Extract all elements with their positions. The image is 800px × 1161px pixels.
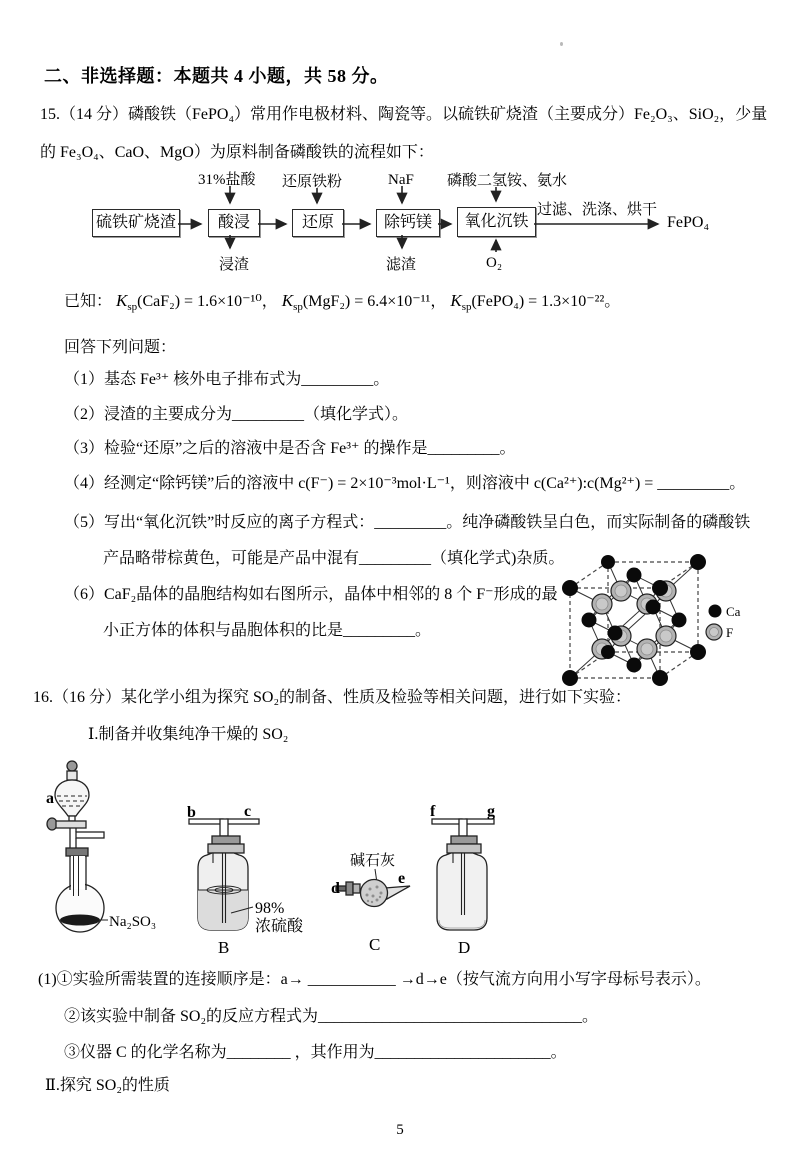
q15-sub6-line2: 小正方体的体积与晶胞体积的比是_________。 [103, 622, 432, 639]
apparatus-d-label: D [458, 938, 471, 957]
flow-box-oxidize-precipitate: 氧化沉铁 [457, 207, 536, 237]
q15-intro-line1: 15.（14 分）磷酸铁（FePO₄）常用作电极材料、陶瓷等。以硫铁矿烧渣（主要成分）Fe₂O₃、SiO₂，少量 [40, 106, 768, 123]
port-f-label: f [430, 803, 436, 820]
port-c-label: c [244, 803, 252, 820]
apparatus-drying-bulb-c [328, 845, 428, 957]
port-a-label: a [46, 790, 54, 807]
flow-out-leach-residue: 浸渣 [219, 257, 250, 273]
port-b-label: b [187, 804, 196, 821]
q15-sub5-line1: （5）写出“氧化沉铁”时反应的离子方程式：_________。纯净磷酸铁呈白色，而实际制备的磷酸铁 [64, 514, 751, 531]
page-number: 5 [396, 1122, 404, 1138]
apparatus-gas-bottle-d [425, 795, 510, 960]
flow-reagent-hcl: 31%盐酸 [198, 172, 256, 188]
q15-intro-line2: 的 Fe₃O₄、CaO、MgO）为原料制备磷酸铁的流程如下： [40, 144, 434, 161]
port-g-label: g [487, 803, 495, 820]
q16-sub2: ②该实验中制备 SO₂的反应方程式为_________________________________。 [64, 1008, 599, 1025]
soda-lime-label: 碱石灰 [350, 853, 396, 869]
q15-prompt: 回答下列问题： [64, 339, 177, 356]
apparatus-c-label: C [369, 935, 381, 954]
flowchart-arrows [0, 160, 800, 290]
apparatus-generator-flask [40, 756, 195, 956]
flow-box-feed: 硫铁矿烧渣 [92, 209, 180, 237]
apparatus-washing-bottle-b [183, 795, 313, 960]
acid-label-line2: 浓硫酸 [255, 918, 304, 935]
flow-reagent-ammonium-phosphate: 磷酸二氢铵、氨水 [447, 173, 568, 189]
section-header: 二、非选择题：本题共 4 小题，共 58 分。 [44, 66, 389, 86]
ksp-fepo4: $K_{sp}(FePO_4) = 1.3\times 10^{-22}$。 [450, 291, 621, 313]
port-e-label: e [398, 870, 406, 887]
flow-reagent-naf: NaF [388, 172, 414, 188]
q16-part1-title: Ⅰ.制备并收集纯净干燥的 SO₂ [88, 726, 289, 743]
flow-box-reduce: 还原 [292, 209, 344, 237]
known-ksp-line [64, 290, 620, 315]
flow-in-oxygen: O₂ [486, 255, 503, 271]
flow-final-steps: 过滤、洗涤、烘干 [537, 202, 658, 218]
apparatus-b-label: B [218, 938, 230, 957]
flow-box-remove-ca-mg: 除钙镁 [376, 209, 440, 237]
scan-artifact-dot [560, 42, 563, 46]
port-d-label: d [331, 880, 340, 897]
flow-product: FePO₄ [667, 214, 710, 231]
q15-sub4: （4）经测定“除钙镁”后的溶液中 c(F⁻) = 2×10⁻³mol·L⁻¹，则溶液中 c(Ca²⁺):c(Mg²⁺) = _________。 [64, 475, 746, 492]
caf2-unit-cell-figure [556, 548, 771, 693]
q16-part2-title: Ⅱ.探究 SO₂的性质 [45, 1077, 170, 1094]
ksp-mgf2: $K_{sp}(MgF_2) = 6.4\times 10^{-11}$， [281, 291, 447, 313]
flow-out-filter-residue: 滤渣 [386, 257, 417, 273]
q15-sub2: （2）浸渣的主要成分为_________（填化学式）。 [64, 406, 409, 423]
flow-reagent-iron-powder: 还原铁粉 [282, 174, 343, 190]
q16-intro: 16.（16 分）某化学小组为探究 SO₂的制备、性质及检验等相关问题，进行如下实验： [33, 689, 632, 706]
legend-f-label: F [726, 625, 734, 640]
crystal-legend [706, 604, 741, 640]
q16-sub3: ③仪器 C 的化学名称为________ ，其作用为______________________。 [64, 1044, 567, 1061]
acid-label-line1: 98% [255, 900, 285, 917]
q15-sub5-line2: 产品略带棕黄色，可能是产品中混有_________（填化学式)杂质。 [103, 550, 565, 567]
q16-sub1: (1)①实验所需装置的连接顺序是：a→ ___________ →d→e（按气流方向用小写字母标号表示）。 [38, 971, 711, 988]
ksp-caf2: $K_{sp}(CaF_2) = 1.6\times 10^{-10}$， [116, 291, 278, 313]
known-prefix: 已知： [64, 293, 113, 310]
legend-ca-label: Ca [726, 604, 741, 619]
q15-sub6-line1: （6）CaF₂晶体的晶胞结构如右图所示，晶体中相邻的 8 个 F⁻形成的最 [64, 586, 558, 603]
flow-box-acid-leach: 酸浸 [208, 209, 260, 237]
q15-sub3: （3）检验“还原”之后的溶液中是否含 Fe³⁺ 的操作是_________。 [64, 440, 516, 457]
na2so3-label: Na₂SO₃ [109, 914, 157, 930]
q15-sub1: （1）基态 Fe³⁺ 核外电子排布式为_________。 [64, 371, 390, 388]
